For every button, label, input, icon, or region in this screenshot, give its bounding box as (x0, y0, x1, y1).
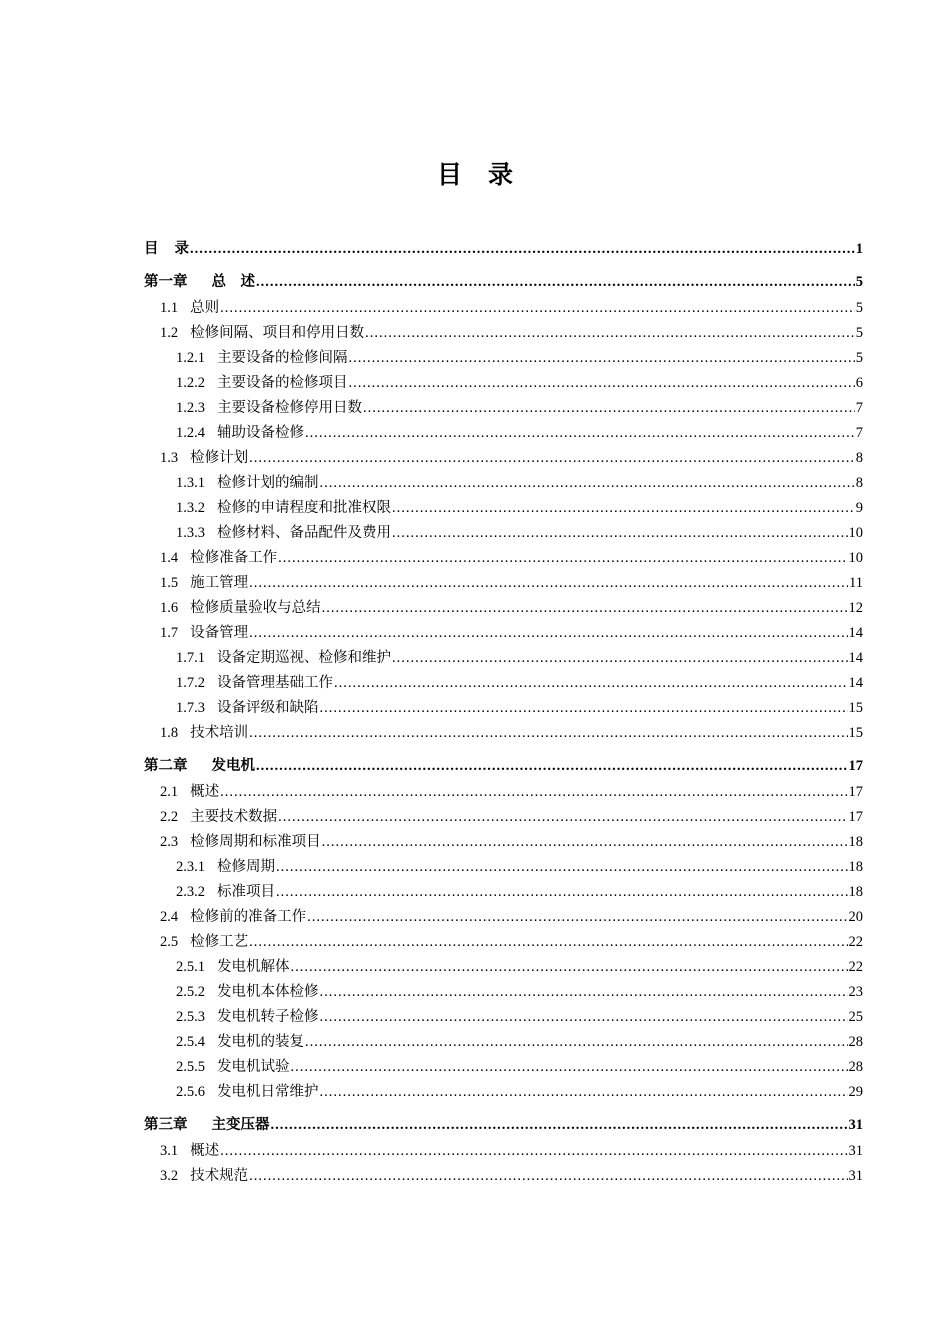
toc-entry-title: 检修前的准备工作 (190, 909, 307, 925)
toc-entry-number: 1.2.1 (176, 350, 205, 366)
toc-entry[interactable] (144, 930, 863, 955)
toc-entry[interactable] (144, 546, 863, 571)
toc-entry-page: 1 (855, 241, 863, 257)
toc-leader-dots (271, 1113, 848, 1138)
toc-entry-number: 1.3.1 (176, 475, 205, 491)
toc-entry-number: 目 (144, 241, 159, 257)
toc-entry[interactable] (144, 905, 863, 930)
toc-entry-title: 检修周期和标准项目 (190, 834, 321, 850)
toc-leader-dots (322, 830, 848, 855)
toc-entry-number: 2.5.1 (176, 959, 205, 975)
toc-entry-page: 8 (855, 475, 863, 491)
toc-entry[interactable] (144, 1005, 863, 1030)
toc-leader-dots (291, 955, 848, 980)
toc-entry-title: 辅助设备检修 (217, 425, 304, 441)
toc-entry-number: 2.5 (160, 934, 179, 950)
toc-entry-title: 设备管理基础工作 (217, 675, 333, 691)
toc-entry-number: 2.5.2 (176, 984, 205, 1000)
toc-entry[interactable] (144, 471, 863, 496)
toc-leader-dots (276, 880, 848, 905)
toc-entry-page: 29 (848, 1084, 863, 1100)
toc-entry-number: 2.5.3 (176, 1009, 205, 1025)
toc-entry-title: 发电机本体检修 (217, 984, 319, 1000)
toc-entry[interactable] (144, 446, 863, 471)
toc-leader-dots (249, 1164, 847, 1189)
page-title (0, 155, 950, 191)
toc-leader-dots (276, 855, 848, 880)
toc-entry-number: 第三章 (144, 1117, 188, 1133)
toc-leader-dots (220, 296, 855, 321)
toc-entry[interactable] (144, 296, 863, 321)
toc-entry-title: 技术培训 (190, 725, 249, 741)
toc-entry-page: 5 (855, 350, 863, 366)
toc-entry-number: 1.2.3 (176, 400, 205, 416)
toc-entry[interactable] (144, 855, 863, 880)
toc-entry-number: 1.4 (160, 550, 179, 566)
toc-entry-title: 检修间隔、项目和停用日数 (190, 325, 365, 341)
toc-leader-dots (249, 571, 848, 596)
toc-entry-page: 10 (848, 525, 863, 541)
toc-leader-dots (278, 805, 847, 830)
toc-entry-page: 14 (848, 650, 863, 666)
toc-entry-number: 2.5.5 (176, 1059, 205, 1075)
toc-entry-number: 1.2 (160, 325, 179, 341)
toc-entry[interactable] (144, 805, 863, 830)
toc-entry[interactable] (144, 1055, 863, 1080)
toc-leader-dots (220, 780, 847, 805)
toc-entry[interactable] (144, 646, 863, 671)
toc-leader-dots (392, 646, 848, 671)
toc-entry[interactable] (144, 1030, 863, 1055)
toc-entry-number: 2.2 (160, 809, 179, 825)
toc-entry[interactable] (144, 880, 863, 905)
toc-entry[interactable] (144, 1139, 863, 1164)
toc-entry[interactable] (144, 571, 863, 596)
toc-entry-page: 28 (848, 1059, 863, 1075)
toc-entry-title: 发电机解体 (217, 959, 290, 975)
toc-entry-number: 2.3.2 (176, 884, 205, 900)
toc-leader-dots (349, 371, 855, 396)
toc-leader-dots (363, 396, 855, 421)
toc-entry-title: 发电机日常维护 (217, 1084, 319, 1100)
toc-entry-title: 检修材料、备品配件及费用 (217, 525, 391, 541)
toc-entry-title: 主要设备的检修项目 (217, 375, 348, 391)
toc-leader-dots (305, 421, 855, 446)
toc-entry-number: 3.1 (160, 1143, 179, 1159)
toc-entry-number: 1.3.2 (176, 500, 205, 516)
toc-entry-page: 9 (855, 500, 863, 516)
toc-entry-page: 12 (848, 600, 863, 616)
toc-entry-number: 1.6 (160, 600, 179, 616)
toc-leader-dots (334, 671, 848, 696)
page-title-part1: 目 (436, 162, 462, 189)
toc-entry-title: 总则 (190, 300, 220, 316)
toc-entry-title: 检修准备工作 (190, 550, 278, 566)
toc-leader-dots (320, 980, 848, 1005)
toc-entry-number: 1.7.3 (176, 700, 205, 716)
toc-entry-page: 7 (855, 400, 863, 416)
toc-entry-page: 14 (848, 625, 863, 641)
toc-entry[interactable] (144, 621, 863, 646)
toc-leader-dots (392, 521, 848, 546)
toc-entry-title: 检修计划 (190, 450, 249, 466)
toc-entry-number: 2.3.1 (176, 859, 205, 875)
toc-entry[interactable] (144, 270, 863, 295)
toc-entry-page: 14 (848, 675, 863, 691)
toc-entry[interactable] (144, 1080, 863, 1105)
toc-entry-title: 施工管理 (190, 575, 249, 591)
toc-entry-page: 8 (855, 450, 863, 466)
toc-leader-dots (256, 270, 855, 295)
toc-entry-number: 2.5.6 (176, 1084, 205, 1100)
toc-entry-number: 1.7.2 (176, 675, 205, 691)
toc-entry-number: 1.2.2 (176, 375, 205, 391)
toc-entry-page: 15 (848, 700, 863, 716)
toc-entry-title: 发电机 (211, 758, 255, 774)
toc-leader-dots (190, 237, 855, 262)
toc-entry-page: 25 (848, 1009, 863, 1025)
toc-entry-title: 总 述 (211, 274, 255, 290)
toc-entry-number: 1.7.1 (176, 650, 205, 666)
toc-entry-title: 检修工艺 (190, 934, 249, 950)
toc-entry[interactable] (144, 955, 863, 980)
toc-leader-dots (278, 546, 847, 571)
toc-entry-page: 31 (848, 1143, 863, 1159)
toc-leader-dots (320, 696, 848, 721)
toc-entry[interactable] (144, 596, 863, 621)
toc-entry-number: 1.1 (160, 300, 179, 316)
toc-entry[interactable] (144, 980, 863, 1005)
toc-entry[interactable] (144, 1113, 863, 1138)
toc-entry[interactable] (144, 521, 863, 546)
toc-entry-title: 设备管理 (190, 625, 249, 641)
toc-entry-page: 17 (848, 758, 863, 774)
toc-entry-page: 18 (848, 834, 863, 850)
toc-entry[interactable] (144, 754, 863, 779)
toc-entry[interactable] (144, 496, 863, 521)
toc-entry[interactable] (144, 321, 863, 346)
toc-leader-dots (249, 621, 847, 646)
toc-entry[interactable] (144, 396, 863, 421)
toc-entry-number: 2.4 (160, 909, 179, 925)
toc-entry-title: 主要设备的检修间隔 (217, 350, 348, 366)
toc-entry-number: 2.1 (160, 784, 179, 800)
toc-leader-dots (249, 446, 855, 471)
toc-entry-page: 11 (849, 575, 863, 591)
toc-entry-page: 31 (848, 1117, 863, 1133)
toc-entry-title: 技术规范 (190, 1168, 249, 1184)
toc-entry-number: 3.2 (160, 1168, 179, 1184)
toc-entry-number: 2.3 (160, 834, 179, 850)
toc-leader-dots (365, 321, 855, 346)
toc-entry-title: 检修周期 (217, 859, 275, 875)
toc-entry-page: 5 (855, 300, 863, 316)
toc-leader-dots (220, 1139, 847, 1164)
toc-entry-number: 1.8 (160, 725, 179, 741)
toc-entry-title: 录 (174, 241, 189, 257)
toc-entry-title: 标准项目 (217, 884, 275, 900)
toc-entry-page: 23 (848, 984, 863, 1000)
toc-entry-title: 主变压器 (211, 1117, 270, 1133)
toc-entry-page: 10 (848, 550, 863, 566)
toc-leader-dots (256, 754, 848, 779)
toc-entry-title: 概述 (190, 1143, 220, 1159)
toc-entry-title: 检修计划的编制 (217, 475, 319, 491)
toc-leader-dots (305, 1030, 848, 1055)
toc-entry[interactable] (144, 371, 863, 396)
page-title-part2: 录 (488, 162, 514, 189)
toc-entry-page: 17 (848, 784, 863, 800)
toc-entry-title: 概述 (190, 784, 220, 800)
toc-entry-page: 18 (848, 884, 863, 900)
toc-entry-page: 5 (855, 274, 863, 290)
toc-leader-dots (291, 1055, 848, 1080)
toc-leader-dots (249, 721, 847, 746)
toc-entry[interactable] (144, 346, 863, 371)
toc-entry-page: 17 (848, 809, 863, 825)
toc-entry-title: 主要设备检修停用日数 (217, 400, 362, 416)
toc-entry-page: 22 (848, 934, 863, 950)
toc-entry[interactable] (144, 780, 863, 805)
toc-entry[interactable] (144, 1164, 863, 1189)
toc-entry-number: 1.2.4 (176, 425, 205, 441)
toc-leader-dots (320, 471, 855, 496)
toc-entry-page: 28 (848, 1034, 863, 1050)
toc-entry-number: 1.3 (160, 450, 179, 466)
toc-entry-title: 发电机转子检修 (217, 1009, 319, 1025)
toc-entry-title: 设备定期巡视、检修和维护 (217, 650, 391, 666)
toc-entry[interactable] (144, 421, 863, 446)
toc-leader-dots (392, 496, 855, 521)
toc-entry-title: 检修质量验收与总结 (190, 600, 321, 616)
toc-entry-number: 第一章 (144, 274, 188, 290)
toc-entry-number: 1.5 (160, 575, 179, 591)
toc-entry-page: 5 (855, 325, 863, 341)
toc-entry[interactable] (144, 721, 863, 746)
toc-entry-number: 2.5.4 (176, 1034, 205, 1050)
toc-entry[interactable] (144, 237, 863, 262)
toc-entry[interactable] (144, 830, 863, 855)
toc-entry-title: 检修的申请程度和批准权限 (217, 500, 391, 516)
toc-entry-page: 20 (848, 909, 863, 925)
toc-leader-dots (349, 346, 855, 371)
toc-entry-number: 第二章 (144, 758, 188, 774)
toc-entry-page: 15 (848, 725, 863, 741)
table-of-contents (144, 234, 863, 1189)
toc-entry-page: 18 (848, 859, 863, 875)
toc-leader-dots (249, 930, 847, 955)
toc-leader-dots (320, 1005, 848, 1030)
toc-entry[interactable] (144, 671, 863, 696)
toc-entry-number: 1.7 (160, 625, 179, 641)
toc-entry[interactable] (144, 696, 863, 721)
toc-entry-title: 发电机的装复 (217, 1034, 304, 1050)
toc-leader-dots (307, 905, 847, 930)
toc-leader-dots (320, 1080, 848, 1105)
toc-entry-page: 7 (855, 425, 863, 441)
toc-entry-page: 31 (848, 1168, 863, 1184)
toc-entry-page: 6 (855, 375, 863, 391)
toc-entry-number: 1.3.3 (176, 525, 205, 541)
toc-entry-page: 22 (848, 959, 863, 975)
toc-entry-title: 主要技术数据 (190, 809, 278, 825)
toc-leader-dots (322, 596, 848, 621)
toc-entry-title: 发电机试验 (217, 1059, 290, 1075)
toc-entry-title: 设备评级和缺陷 (217, 700, 319, 716)
